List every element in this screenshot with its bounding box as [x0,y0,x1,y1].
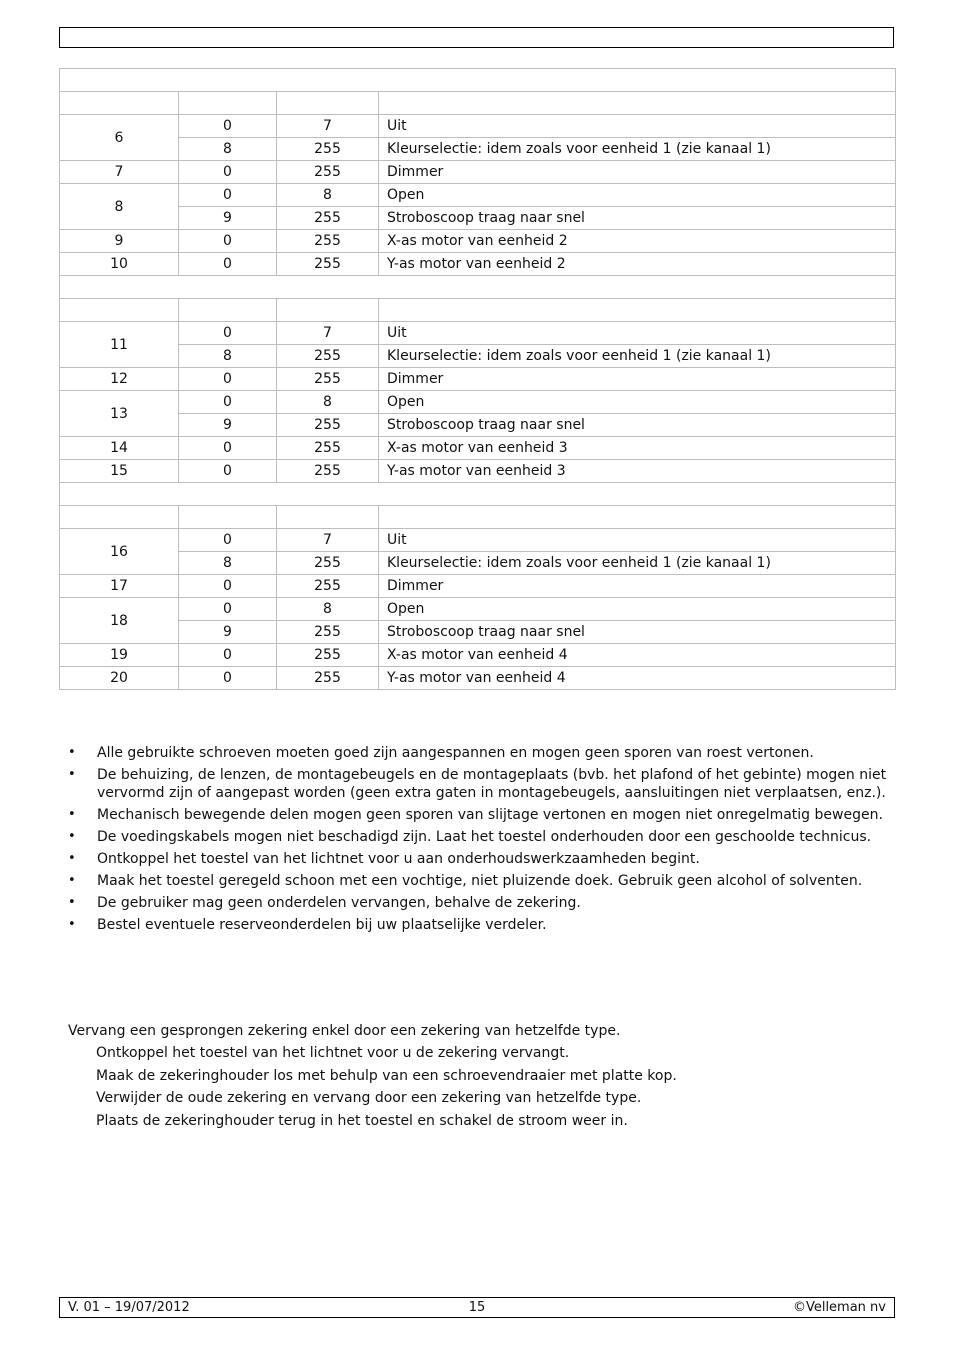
fuse-intro-text: Vervang een gesprongen zekering enkel door een zekering van hetzelfde type. [68,1023,621,1039]
to-cell: 255 [277,667,379,690]
to-cell: 255 [277,253,379,276]
bullet-icon: • [68,807,76,822]
function-cell: Kleurselectie: idem zoals voor eenheid 1 (zie kanaal 1) [379,138,896,161]
function-cell: Kleurselectie: idem zoals voor eenheid 1 (zie kanaal 1) [379,345,896,368]
list-item-text: Alle gebruikte schroeven moeten goed zijn aangespannen en mogen geen sporen van roest vertonen. [97,745,814,761]
bullet-icon: • [68,917,76,932]
table-row [60,184,896,207]
from-cell: 0 [179,230,277,253]
function-cell: Y-as motor van eenheid 2 [379,253,896,276]
from-cell: 0 [179,644,277,667]
to-cell: 255 [277,552,379,575]
from-cell: 0 [179,115,277,138]
function-cell: X-as motor van eenheid 3 [379,437,896,460]
from-cell: 9 [179,414,277,437]
from-cell: 9 [179,207,277,230]
table-row [60,621,896,644]
list-item [59,806,899,824]
function-cell: Open [379,184,896,207]
function-cell: X-as motor van eenheid 2 [379,230,896,253]
table-row [60,598,896,621]
to-cell: 255 [277,368,379,391]
from-cell: 0 [179,437,277,460]
page-header-box [59,27,894,48]
bullet-icon: • [68,851,76,866]
table-row [60,161,896,184]
list-item-text: De behuizing, de lenzen, de montagebeugels en de montageplaats (bvb. het plafond of het gebinte) mogen niet vervormd zijn of aangepast worden (geen extra gaten in montagebeugels, aansluitingen niet verplaatsen, enz.). [97,767,887,801]
table-row [60,391,896,414]
from-cell: 0 [179,575,277,598]
from-cell: 8 [179,138,277,161]
fuse-step: Ontkoppel het toestel van het lichtnet voor u de zekering vervangt. [96,1045,570,1061]
section-heading-row [60,483,896,506]
table-row [60,414,896,437]
column-header-row [60,506,896,529]
list-item-text: Maak het toestel geregeld schoon met een vochtige, niet pluizende doek. Gebruik geen alcohol of solventen. [97,873,863,889]
channel-cell: 15 [60,460,179,483]
to-cell: 8 [277,184,379,207]
list-item [59,894,899,912]
list-item-text: Mechanisch bewegende delen mogen geen sporen van slijtage vertonen en mogen niet onregelmatig bewegen. [97,807,883,823]
table-row [60,138,896,161]
table-row [60,552,896,575]
footer-page-number: 15 [468,1300,486,1315]
channel-cell: 14 [60,437,179,460]
channel-cell: 8 [60,184,179,230]
from-cell: 0 [179,529,277,552]
from-cell: 8 [179,345,277,368]
table-row [60,644,896,667]
fuse-step: Maak de zekeringhouder los met behulp van een schroevendraaier met platte kop. [96,1067,677,1084]
function-cell: Kleurselectie: idem zoals voor eenheid 1 (zie kanaal 1) [379,552,896,575]
bullet-icon: • [68,745,76,760]
dmx-channel-table [59,68,896,690]
table-row [60,460,896,483]
function-cell: Y-as motor van eenheid 4 [379,667,896,690]
from-cell: 0 [179,253,277,276]
from-cell: 0 [179,322,277,345]
to-cell: 7 [277,529,379,552]
to-cell: 255 [277,138,379,161]
table-row [60,115,896,138]
function-cell: Stroboscoop traag naar snel [379,621,896,644]
bullet-icon: • [68,895,76,910]
to-cell: 255 [277,621,379,644]
maintenance-bullet-list [59,744,899,938]
list-item-text: De gebruiker mag geen onderdelen vervangen, behalve de zekering. [97,895,581,911]
channel-cell: 13 [60,391,179,437]
list-item-text: De voedingskabels mogen niet beschadigd zijn. Laat het toestel onderhouden door een geschoolde technicus. [97,829,872,845]
list-item [59,850,899,868]
to-cell: 255 [277,437,379,460]
list-item [59,744,899,762]
to-cell: 255 [277,414,379,437]
function-cell: Uit [379,322,896,345]
page-footer [59,1297,895,1318]
fuse-steps [96,1043,896,1133]
channel-cell: 16 [60,529,179,575]
table-row [60,575,896,598]
table-row [60,322,896,345]
to-cell: 7 [277,115,379,138]
table-row [60,345,896,368]
list-item-text: Bestel eventuele reserveonderdelen bij uw plaatselijke verdeler. [97,917,547,933]
to-cell: 7 [277,322,379,345]
function-cell: X-as motor van eenheid 4 [379,644,896,667]
from-cell: 0 [179,460,277,483]
from-cell: 0 [179,161,277,184]
channel-cell: 7 [60,161,179,184]
function-cell: Uit [379,529,896,552]
function-cell: Dimmer [379,161,896,184]
to-cell: 255 [277,345,379,368]
channel-cell: 11 [60,322,179,368]
table-row [60,667,896,690]
column-header-row [60,92,896,115]
table-row [60,529,896,552]
column-header-row [60,299,896,322]
function-cell: Open [379,391,896,414]
table-row [60,368,896,391]
fuse-step: Plaats de zekeringhouder terug in het toestel en schakel de stroom weer in. [96,1112,628,1129]
list-item [59,766,899,802]
bullet-icon: • [68,873,76,888]
footer-copyright: ©Velleman nv [792,1300,886,1315]
footer-version: V. 01 – 19/07/2012 [68,1300,190,1315]
to-cell: 8 [277,598,379,621]
table-row [60,230,896,253]
to-cell: 255 [277,644,379,667]
function-cell: Open [379,598,896,621]
channel-cell: 10 [60,253,179,276]
to-cell: 255 [277,575,379,598]
table-row [60,207,896,230]
channel-cell: 20 [60,667,179,690]
from-cell: 0 [179,391,277,414]
list-item [59,872,899,890]
from-cell: 8 [179,552,277,575]
function-cell: Uit [379,115,896,138]
table-row [60,253,896,276]
channel-cell: 9 [60,230,179,253]
to-cell: 255 [277,460,379,483]
to-cell: 255 [277,207,379,230]
channel-cell: 17 [60,575,179,598]
from-cell: 0 [179,368,277,391]
from-cell: 0 [179,667,277,690]
from-cell: 9 [179,621,277,644]
list-item [59,828,899,846]
function-cell: Y-as motor van eenheid 3 [379,460,896,483]
channel-cell: 6 [60,115,179,161]
section-heading-row [60,69,896,92]
fuse-step: Verwijder de oude zekering en vervang door een zekering van hetzelfde type. [96,1090,642,1106]
function-cell: Dimmer [379,575,896,598]
function-cell: Stroboscoop traag naar snel [379,414,896,437]
section-heading-row [60,276,896,299]
from-cell: 0 [179,184,277,207]
channel-cell: 18 [60,598,179,644]
function-cell: Stroboscoop traag naar snel [379,207,896,230]
to-cell: 255 [277,161,379,184]
table-row [60,437,896,460]
channel-cell: 19 [60,644,179,667]
channel-cell: 12 [60,368,179,391]
function-cell: Dimmer [379,368,896,391]
to-cell: 8 [277,391,379,414]
bullet-icon: • [68,767,76,782]
to-cell: 255 [277,230,379,253]
from-cell: 0 [179,598,277,621]
list-item-text: Ontkoppel het toestel van het lichtnet voor u aan onderhoudswerkzaamheden begint. [97,851,700,867]
list-item [59,916,899,934]
bullet-icon: • [68,829,76,844]
